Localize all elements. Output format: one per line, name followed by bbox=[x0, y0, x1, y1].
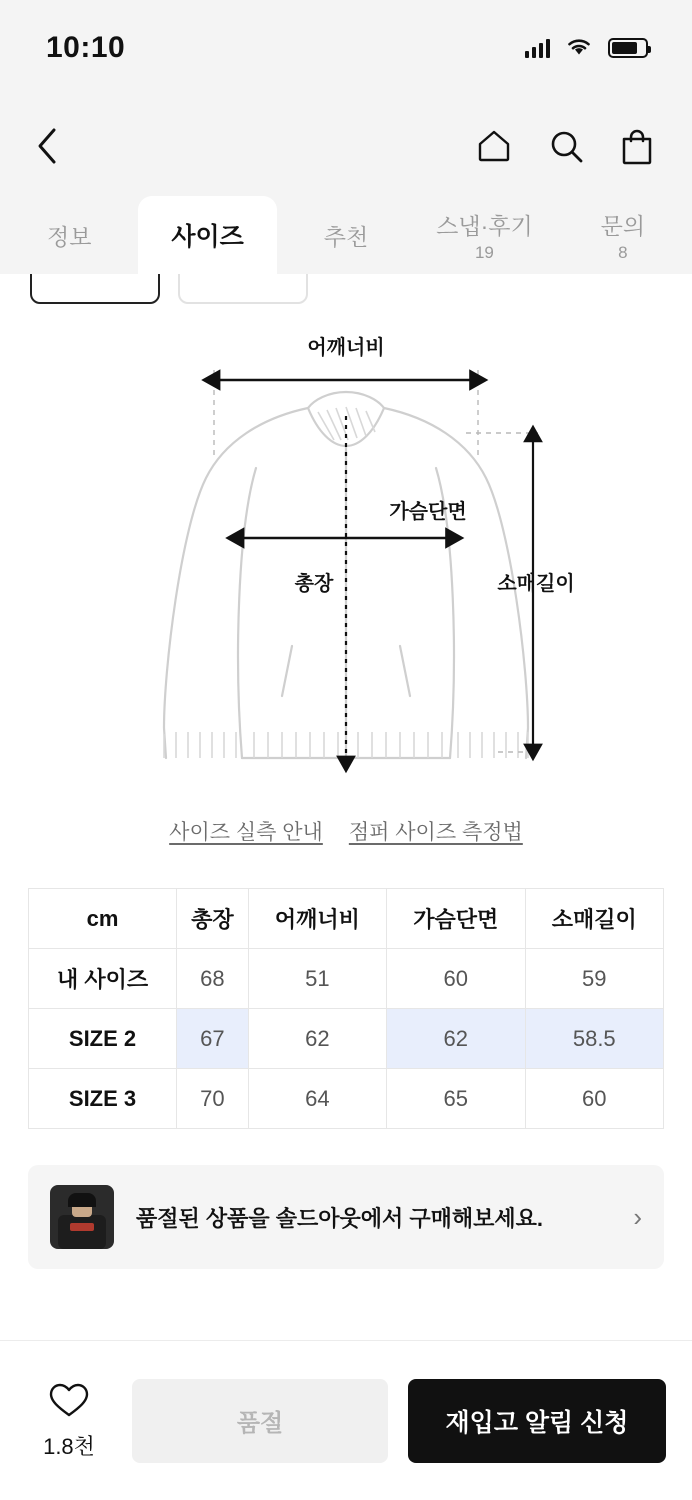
table-row bbox=[29, 949, 664, 1009]
link-jumper-measure[interactable]: 점퍼 사이즈 측정법 bbox=[348, 821, 523, 844]
col-unit: cm bbox=[29, 889, 177, 949]
tab-label: 추천 bbox=[323, 223, 369, 250]
size-table bbox=[28, 888, 664, 1129]
tab-label: 사이즈 bbox=[171, 223, 244, 251]
col-sleeve: 소매길이 bbox=[525, 889, 663, 949]
product-thumbnail bbox=[50, 1185, 114, 1249]
cell-chest: 60 bbox=[387, 949, 525, 1009]
tab-recommend[interactable] bbox=[277, 196, 415, 274]
cell-sleeve: 60 bbox=[525, 1069, 663, 1129]
table-row bbox=[29, 1009, 664, 1069]
tab-snap-review[interactable] bbox=[415, 196, 553, 274]
heart-icon bbox=[48, 1381, 90, 1424]
cell-shoulder: 51 bbox=[248, 949, 386, 1009]
like-count: 1.8천 bbox=[43, 1433, 95, 1459]
restock-alert-button[interactable]: 재입고 알림 신청 bbox=[408, 1379, 666, 1463]
col-chest: 가슴단면 bbox=[387, 889, 525, 949]
cell-sleeve: 59 bbox=[525, 949, 663, 1009]
sleeve-label: 소매길이 bbox=[497, 573, 575, 595]
search-icon[interactable] bbox=[546, 126, 586, 166]
cell-shoulder: 62 bbox=[248, 1009, 386, 1069]
size-chip-selected[interactable] bbox=[30, 274, 160, 304]
cellular-bars-icon bbox=[525, 38, 550, 58]
status-bar bbox=[0, 0, 692, 96]
nav-bar bbox=[0, 96, 692, 196]
battery-icon bbox=[608, 38, 648, 58]
status-icons bbox=[525, 35, 648, 62]
size-chip[interactable] bbox=[178, 274, 308, 304]
jacket-diagram-svg bbox=[46, 328, 646, 798]
tab-size[interactable] bbox=[138, 196, 276, 274]
size-guide-links[interactable] bbox=[0, 816, 692, 846]
tab-label: 스냅·후기 bbox=[436, 212, 533, 239]
tab-label: 문의 bbox=[600, 212, 646, 239]
tab-info[interactable] bbox=[0, 196, 138, 274]
shoulder-label: 어깨너비 bbox=[307, 337, 385, 359]
col-length: 총장 bbox=[177, 889, 249, 949]
cell-chest: 65 bbox=[387, 1069, 525, 1129]
cell-shoulder: 64 bbox=[248, 1069, 386, 1129]
back-button[interactable] bbox=[34, 126, 60, 166]
col-shoulder: 어깨너비 bbox=[248, 889, 386, 949]
like-button[interactable] bbox=[26, 1381, 112, 1461]
cell-sleeve: 58.5 bbox=[525, 1009, 663, 1069]
table-row bbox=[29, 1069, 664, 1129]
tab-count: 19 bbox=[474, 242, 494, 262]
link-size-guide[interactable]: 사이즈 실측 안내 bbox=[169, 821, 323, 844]
size-table-wrapper bbox=[0, 888, 692, 1129]
length-label: 총장 bbox=[294, 573, 334, 595]
chevron-right-icon: › bbox=[633, 1201, 642, 1232]
shopping-bag-icon[interactable] bbox=[618, 126, 656, 166]
table-header-row bbox=[29, 889, 664, 949]
jacket-measurement-diagram bbox=[0, 304, 692, 798]
size-chip-row[interactable] bbox=[0, 274, 692, 304]
row-label-size-2: SIZE 2 bbox=[29, 1009, 177, 1069]
cell-length: 67 bbox=[177, 1009, 249, 1069]
wifi-icon bbox=[564, 35, 594, 62]
soldout-button: 품절 bbox=[132, 1379, 388, 1463]
soldout-banner[interactable] bbox=[28, 1165, 664, 1269]
home-icon[interactable] bbox=[474, 126, 514, 166]
bottom-action-bar bbox=[0, 1340, 692, 1500]
row-label-size-3: SIZE 3 bbox=[29, 1069, 177, 1129]
row-label-my-size: 내 사이즈 bbox=[29, 949, 177, 1009]
tab-count: 8 bbox=[618, 242, 628, 262]
chest-label: 가슴단면 bbox=[389, 501, 467, 523]
tab-bar[interactable] bbox=[0, 196, 692, 274]
cell-length: 68 bbox=[177, 949, 249, 1009]
status-time: 10:10 bbox=[46, 31, 126, 64]
banner-text: 품절된 상품을 솔드아웃에서 구매해보세요. bbox=[136, 1205, 543, 1231]
tab-label: 정보 bbox=[46, 223, 92, 250]
size-content bbox=[0, 274, 692, 1269]
cell-length: 70 bbox=[177, 1069, 249, 1129]
tab-inquiry[interactable] bbox=[554, 196, 692, 274]
cell-chest: 62 bbox=[387, 1009, 525, 1069]
